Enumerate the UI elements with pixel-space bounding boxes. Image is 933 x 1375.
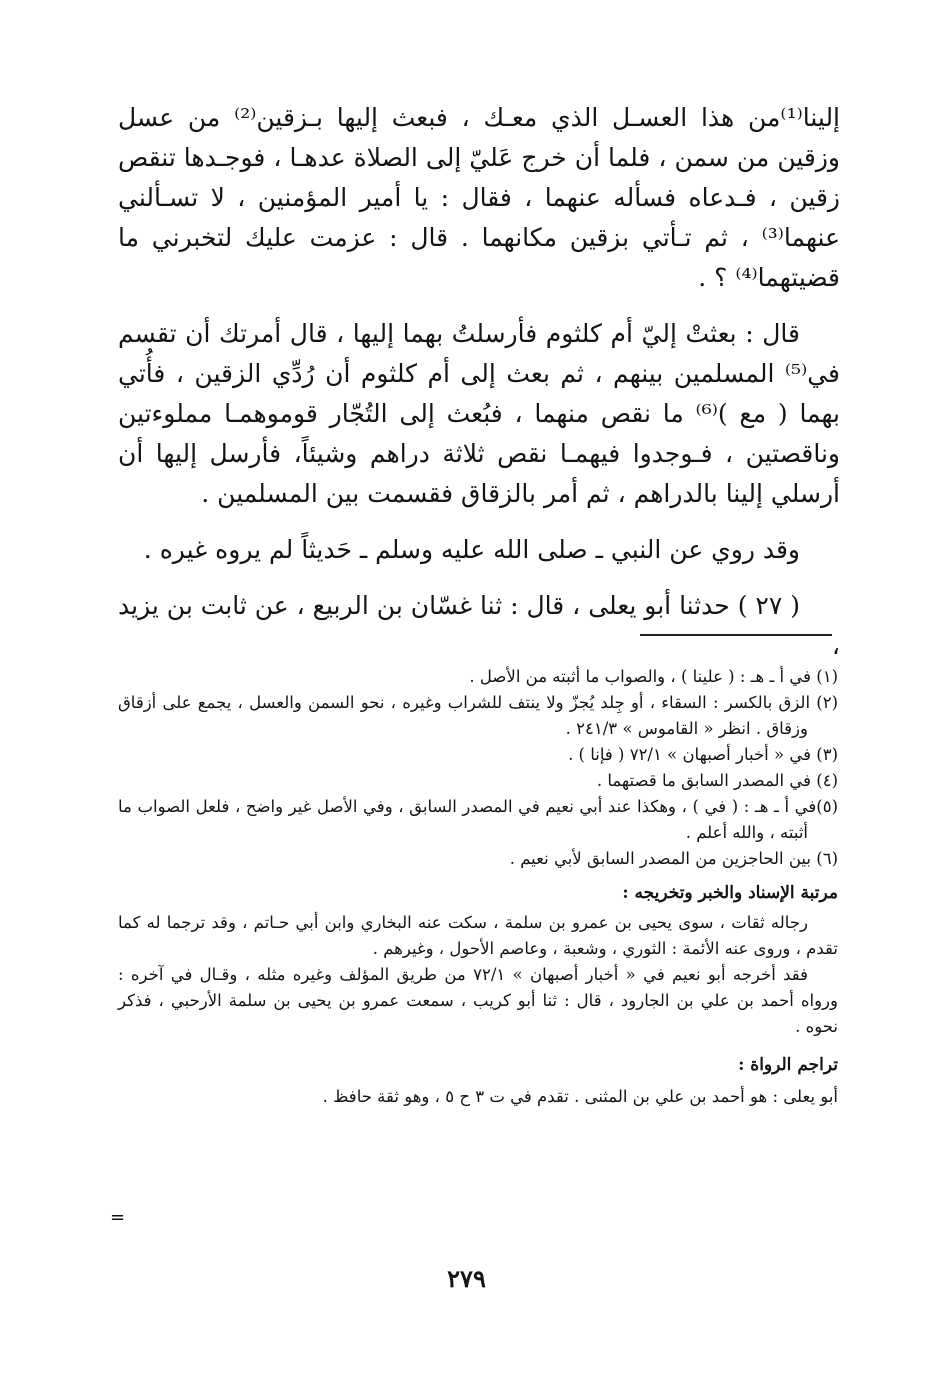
paragraph-4: ( ٢٧ ) حدثنا أبو يعلى ، قال : ثنا غسّان بن الربيع ، عن ثابت بن يزيد ، [118,591,840,660]
paragraph-3: وقد روي عن النبي ـ صلى الله عليه وسلم ـ حَديثاً لم يروه غيره . [143,535,800,564]
footnote-5: (٥)في أ ـ هـ : ( في ) ، وهكذا عند أبي نعيم في المصدر السابق ، وفي الأصل غير واضح ، فلعل الصواب ما أثبته ، والله أعلم . [118,797,838,842]
footnote-4: (٤) في المصدر السابق ما قصتهما . [596,771,838,790]
paragraph-1: إلينا⁽¹⁾من هذا العسـل الذي معـك ، فبعث إليها بـزقين⁽²⁾ من عسل وزقين من سمن ، فلما أن خرج عَليّ إلى الصلاة عدهـا ، فوجـدها تنقص زقين ، فـدعاه فسأله عنهما ، فقال : يا أمير المؤمنين ، لا تسـألني عنهما⁽³⁾ ، ثم تـأتي بزقين مكانهما . قال : عزمت عليك لتخبرني ما قضيتهما⁽⁴⁾ ؟ . [118,103,841,292]
footnote-1: (١) في أ ـ هـ : ( علينا ) ، والصواب ما أثبته من الأصل . [469,667,838,686]
grading-paragraph-2: فقد أخرجه أبو نعيم في « أخبار أصبهان » ٧٢/١ من طريق المؤلف وغيره مثله ، وقـال في آخره : ورواه أحمد بن علي بن الجارود ، قال : ثنا أبو كريب ، سمعت عمرو بن يحيى بن سلمة الأرحبي ، فذكر نحوه . [118,965,838,1036]
footnote-2: (٢) الزق بالكسر : السقاء ، أو جِلد يُجزّ ولا ينتف للشراب وغيره ، نحو السمن والعسل ، يجمع على أزقاق وزقاق . انظر « القاموس » ٢٤١/٣ . [118,693,838,738]
narrators-heading: تراجم الرواة : [738,1055,838,1075]
narrators-paragraph-1: أبو يعلى : هو أحمد بن علي بن المثنى . تقدم في ت ٣ ح ٥ ، وهو ثقة حافظ . [322,1087,838,1106]
footnote-3: (٣) في « أخبار أصبهان » ٧٢/١ ( فإنا ) . [568,745,838,764]
grading-heading: مرتبة الإسناد والخبر وتخريجه : [622,883,838,903]
grading-paragraph-1: رجاله ثقات ، سوى يحيى بن عمرو بن سلمة ، سكت عنه البخاري وابن أبي حـاتم ، وقد ترجما له كما تقدم ، وروى عنه الأئمة : الثوري ، وشعبة ، وعاصم الأحول ، وغيرهم . [118,913,838,958]
footnotes [118,664,838,1110]
paragraph-2: قال : بعثتْ إليّ أم كلثوم فأرسلتُ بهما إليها ، قال أمرتك أن تقسم في⁽⁵⁾ المسلمين بينهم ، ثم بعث إلى أم كلثوم أن رُدِّي الزقين ، فأُتي بهما ( مع )⁽⁶⁾ ما نقص منهما ، فبُعث إلى التُجّار قوموهمـا مملوءتين وناقصتين ، فـوجدوا فيهمـا نقص ثلاثة دراهم وشيئاً، فأرسل إليها أن أرسلي إلينا بالدراهم ، ثم أمر بالزقاق فقسمت بين المسلمين . [118,319,840,508]
page-number: ٢٧٩ [447,1264,486,1293]
footnote-divider [640,634,832,636]
footnote-6: (٦) بين الحاجزين من المصدر السابق لأبي نعيم . [509,849,838,868]
main-text [118,98,840,666]
margin-mark: = [110,1207,126,1228]
